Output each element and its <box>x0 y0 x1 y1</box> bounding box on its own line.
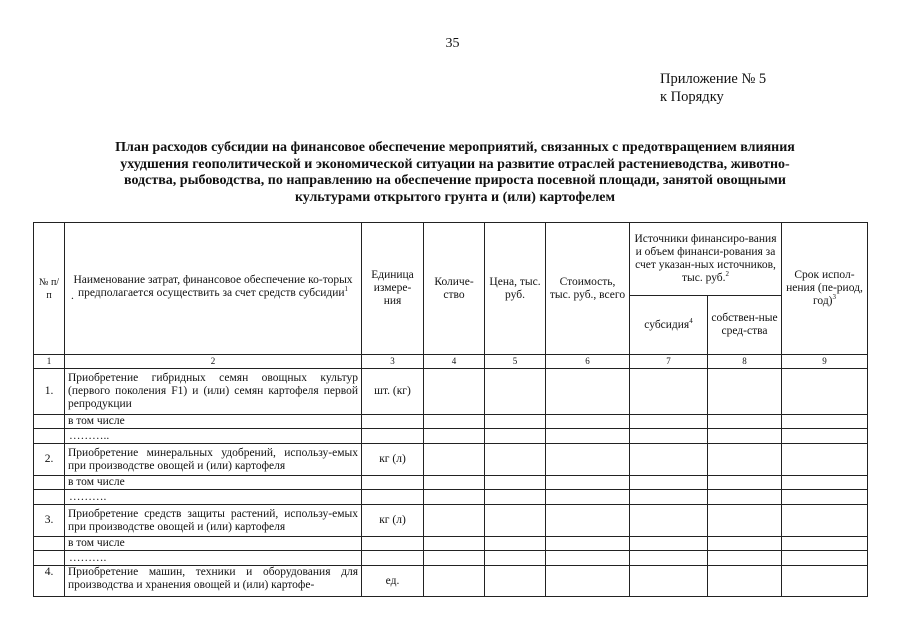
table-row <box>34 476 868 490</box>
header-cost: Стоимость, тыс. руб., всего <box>546 223 630 355</box>
row-name: Приобретение средств защиты растений, использу-емых при производстве овощей и (или) картофеля <box>65 505 362 537</box>
header-term: Срок испол-нения (пе-риод, год)$^3$ <box>782 223 868 355</box>
table-row <box>34 566 868 597</box>
column-number: 8 <box>708 355 782 369</box>
row-unit: кг (л) <box>362 505 424 537</box>
column-number: 4 <box>424 355 485 369</box>
header-unit: Единица измере-ния <box>362 223 424 355</box>
row-unit: ед. <box>362 566 424 597</box>
row-dots: ………. <box>65 490 362 505</box>
header-price: Цена, тыс. руб. <box>485 223 546 355</box>
row-unit: шт. (кг) <box>362 369 424 415</box>
row-number: 1. <box>34 369 65 415</box>
column-number: 1 <box>34 355 65 369</box>
column-number: 3 <box>362 355 424 369</box>
appendix-note <box>660 70 766 106</box>
header-name-dot: . <box>71 290 74 302</box>
column-number: 9 <box>782 355 868 369</box>
appendix-line-2: к Порядку <box>660 89 724 105</box>
row-name: Приобретение машин, техники и оборудования для производства и хранения овощей и (или) картофе- <box>65 566 362 597</box>
row-dots: ……….. <box>65 429 362 444</box>
column-number: 5 <box>485 355 546 369</box>
document-title <box>60 140 850 206</box>
row-subtotal-label: в том числе <box>65 476 362 490</box>
table-row <box>34 551 868 566</box>
header-own-funds: собствен-ные сред-ства <box>708 296 782 355</box>
table-row <box>34 369 868 415</box>
row-subtotal-label: в том числе <box>65 537 362 551</box>
table-row <box>34 505 868 537</box>
header-num: № п/п <box>34 223 65 355</box>
row-number: 3. <box>34 505 65 537</box>
header-name: Наименование затрат, финансовое обеспечение ко-торых предполагается осуществить за счет средств субсидии$^1$ . <box>65 223 362 355</box>
title-line-1: План расходов субсидии на финансовое обеспечение мероприятий, связанных с предотвращением влияния <box>115 140 795 155</box>
row-name: Приобретение гибридных семян овощных культур (первого поколения F1) и (или) семян картофеля первой репродукции <box>65 369 362 415</box>
page-number: 35 <box>445 36 460 51</box>
header-subsidy: субсидия$^4$ <box>630 296 708 355</box>
row-number: 4. <box>34 566 65 597</box>
column-number: 6 <box>546 355 630 369</box>
column-number: 2 <box>65 355 362 369</box>
row-dots: ………. <box>65 551 362 566</box>
title-line-3: водства, рыбоводства, по направлению на обеспечение прироста посевной площади, занятой овощными <box>124 173 786 188</box>
header-sources: Источники финансиро-вания и объем финанси-рования за счет указан-ных источников, тыс. руб.$^2$ <box>630 223 782 296</box>
appendix-line-1: Приложение № 5 <box>660 71 767 87</box>
row-subtotal-label: в том числе <box>65 415 362 429</box>
table-row <box>34 490 868 505</box>
table-row <box>34 537 868 551</box>
title-line-4: культурами открытого грунта и (или) картофелем <box>294 189 616 205</box>
table-row <box>34 429 868 444</box>
row-number: 2. <box>34 444 65 476</box>
column-number: 7 <box>630 355 708 369</box>
table-row <box>34 415 868 429</box>
header-qty: Количе-ство <box>424 223 485 355</box>
expense-plan-table <box>33 222 868 597</box>
title-line-2: ухудшения геополитической и экономической ситуации на развитие отраслей растениеводства, животно- <box>120 156 790 172</box>
column-number-row <box>34 355 868 369</box>
row-unit: кг (л) <box>362 444 424 476</box>
table-row <box>34 444 868 476</box>
row-name: Приобретение минеральных удобрений, использу-емых при производстве овощей и (или) картофеля <box>65 444 362 476</box>
